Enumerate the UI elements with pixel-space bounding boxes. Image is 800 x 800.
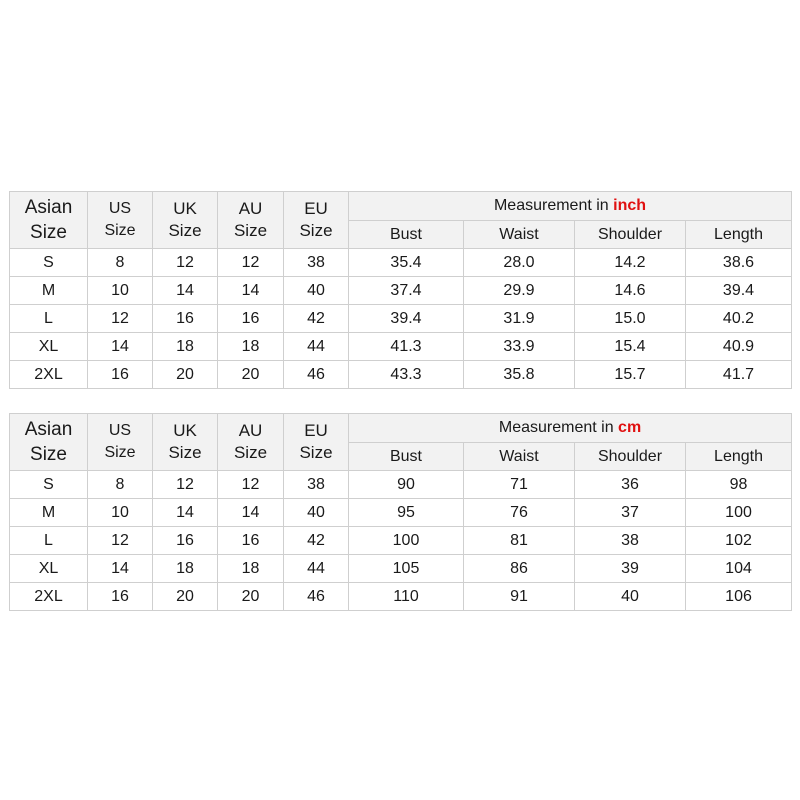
eu-size-header: EU Size [284, 192, 349, 249]
eu-size-cell: 44 [284, 555, 349, 583]
asian-size-cell: XL [10, 555, 88, 583]
bust-cell: 105 [349, 555, 464, 583]
asian-size-cell: S [10, 471, 88, 499]
header-row [10, 192, 792, 221]
asian-size-cell: L [10, 305, 88, 333]
shoulder-header: Shoulder [575, 443, 686, 471]
uk-size-cell: 20 [153, 583, 218, 611]
us-size-cell: 16 [88, 583, 153, 611]
size-table-inch [9, 191, 792, 389]
eu-size-header: EU Size [284, 414, 349, 471]
table-row [10, 471, 792, 499]
eu-size-cell: 46 [284, 583, 349, 611]
length-cell: 106 [686, 583, 792, 611]
waist-cell: 35.8 [464, 361, 575, 389]
table-row [10, 555, 792, 583]
table-row [10, 361, 792, 389]
waist-cell: 31.9 [464, 305, 575, 333]
us-size-header: US Size [88, 414, 153, 471]
au-size-header: AU Size [218, 192, 284, 249]
eu-size-cell: 38 [284, 471, 349, 499]
length-cell: 104 [686, 555, 792, 583]
asian-size-cell: L [10, 527, 88, 555]
length-cell: 40.9 [686, 333, 792, 361]
length-header: Length [686, 221, 792, 249]
eu-size-cell: 38 [284, 249, 349, 277]
uk-size-cell: 16 [153, 527, 218, 555]
table-body [10, 249, 792, 389]
length-cell: 38.6 [686, 249, 792, 277]
uk-size-header: UK Size [153, 192, 218, 249]
au-size-cell: 16 [218, 527, 284, 555]
au-size-cell: 16 [218, 305, 284, 333]
uk-size-cell: 14 [153, 499, 218, 527]
bust-cell: 95 [349, 499, 464, 527]
table-body [10, 471, 792, 611]
bust-cell: 41.3 [349, 333, 464, 361]
length-header: Length [686, 443, 792, 471]
uk-size-cell: 12 [153, 471, 218, 499]
eu-size-cell: 42 [284, 305, 349, 333]
au-size-cell: 14 [218, 499, 284, 527]
table-row [10, 249, 792, 277]
asian-size-cell: 2XL [10, 583, 88, 611]
asian-size-header: Asian Size [10, 414, 88, 471]
waist-cell: 33.9 [464, 333, 575, 361]
au-size-header: AU Size [218, 414, 284, 471]
uk-size-header: UK Size [153, 414, 218, 471]
length-cell: 98 [686, 471, 792, 499]
au-size-cell: 18 [218, 555, 284, 583]
shoulder-cell: 15.4 [575, 333, 686, 361]
bust-cell: 100 [349, 527, 464, 555]
us-size-cell: 10 [88, 277, 153, 305]
size-table-cm [9, 413, 792, 611]
eu-size-cell: 40 [284, 499, 349, 527]
length-cell: 41.7 [686, 361, 792, 389]
eu-size-cell: 42 [284, 527, 349, 555]
header-row [10, 414, 792, 443]
asian-size-header: Asian Size [10, 192, 88, 249]
bust-cell: 110 [349, 583, 464, 611]
table-row [10, 277, 792, 305]
waist-cell: 91 [464, 583, 575, 611]
shoulder-cell: 38 [575, 527, 686, 555]
au-size-cell: 12 [218, 471, 284, 499]
table-row [10, 333, 792, 361]
unit-label: inch [613, 197, 647, 214]
bust-cell: 43.3 [349, 361, 464, 389]
us-size-header: US Size [88, 192, 153, 249]
uk-size-cell: 18 [153, 555, 218, 583]
asian-size-cell: 2XL [10, 361, 88, 389]
table-row [10, 499, 792, 527]
bust-cell: 37.4 [349, 277, 464, 305]
eu-size-cell: 46 [284, 361, 349, 389]
us-size-cell: 16 [88, 361, 153, 389]
us-size-cell: 12 [88, 305, 153, 333]
au-size-cell: 14 [218, 277, 284, 305]
length-cell: 102 [686, 527, 792, 555]
waist-cell: 76 [464, 499, 575, 527]
shoulder-cell: 15.7 [575, 361, 686, 389]
length-cell: 39.4 [686, 277, 792, 305]
au-size-cell: 20 [218, 361, 284, 389]
waist-cell: 81 [464, 527, 575, 555]
measurement-title: Measurement in cm [349, 414, 792, 443]
bust-cell: 90 [349, 471, 464, 499]
shoulder-header: Shoulder [575, 221, 686, 249]
au-size-cell: 12 [218, 249, 284, 277]
uk-size-cell: 20 [153, 361, 218, 389]
asian-size-cell: M [10, 499, 88, 527]
eu-size-cell: 44 [284, 333, 349, 361]
shoulder-cell: 36 [575, 471, 686, 499]
shoulder-cell: 40 [575, 583, 686, 611]
us-size-cell: 14 [88, 333, 153, 361]
us-size-cell: 8 [88, 249, 153, 277]
us-size-cell: 10 [88, 499, 153, 527]
au-size-cell: 20 [218, 583, 284, 611]
waist-header: Waist [464, 221, 575, 249]
us-size-cell: 14 [88, 555, 153, 583]
eu-size-cell: 40 [284, 277, 349, 305]
waist-cell: 29.9 [464, 277, 575, 305]
bust-cell: 39.4 [349, 305, 464, 333]
waist-cell: 71 [464, 471, 575, 499]
uk-size-cell: 16 [153, 305, 218, 333]
uk-size-cell: 12 [153, 249, 218, 277]
shoulder-cell: 14.6 [575, 277, 686, 305]
asian-size-cell: S [10, 249, 88, 277]
uk-size-cell: 14 [153, 277, 218, 305]
waist-header: Waist [464, 443, 575, 471]
table-row [10, 527, 792, 555]
table-row [10, 305, 792, 333]
asian-size-cell: XL [10, 333, 88, 361]
uk-size-cell: 18 [153, 333, 218, 361]
bust-cell: 35.4 [349, 249, 464, 277]
us-size-cell: 12 [88, 527, 153, 555]
length-cell: 100 [686, 499, 792, 527]
shoulder-cell: 15.0 [575, 305, 686, 333]
bust-header: Bust [349, 221, 464, 249]
bust-header: Bust [349, 443, 464, 471]
table-row [10, 583, 792, 611]
waist-cell: 86 [464, 555, 575, 583]
shoulder-cell: 37 [575, 499, 686, 527]
unit-label: cm [618, 419, 642, 436]
asian-size-cell: M [10, 277, 88, 305]
length-cell: 40.2 [686, 305, 792, 333]
us-size-cell: 8 [88, 471, 153, 499]
au-size-cell: 18 [218, 333, 284, 361]
shoulder-cell: 14.2 [575, 249, 686, 277]
waist-cell: 28.0 [464, 249, 575, 277]
shoulder-cell: 39 [575, 555, 686, 583]
measurement-title: Measurement in inch [349, 192, 792, 221]
